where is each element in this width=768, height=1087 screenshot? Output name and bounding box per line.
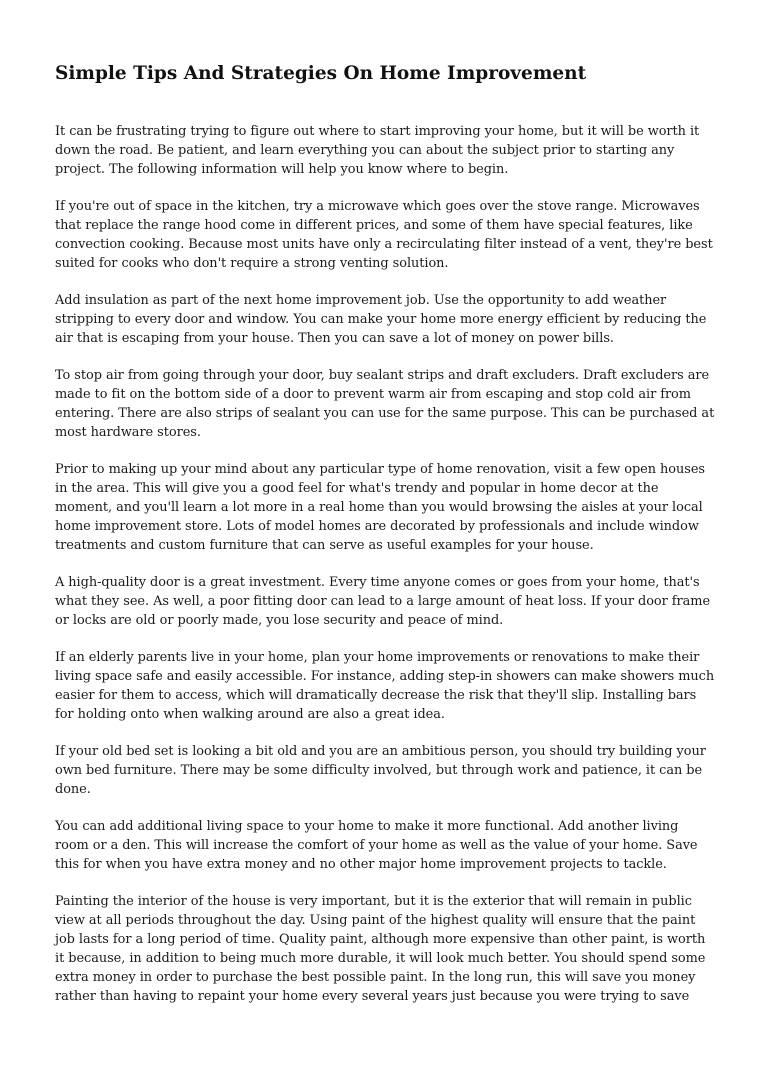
- paragraph-intro: It can be frustrating trying to figure out where to start improving your home, but it will be worth it down the road. Be patient, and learn everything you can about the subject prior to starting any project. The following information will help you know where to begin.: [55, 124, 700, 177]
- paragraph-door: A high-quality door is a great investment. Every time anyone comes or goes from your home, that's what they see. As well, a poor fitting door can lead to a large amount of heat loss. If your door frame or locks are old or poorly made, you lose security and peace of mind.: [55, 575, 711, 628]
- paragraph-living-space: You can add additional living space to your home to make it more functional. Add another living room or a den. This will increase the comfort of your home as well as the value of your home. Save this for when you have extra money and no other major home improvement projects to tackle.: [55, 819, 698, 872]
- page-title: Simple Tips And Strategies On Home Improvement: [55, 63, 587, 84]
- document-body: [55, 122, 715, 1024]
- paragraph-elderly-parents: If an elderly parents live in your home, plan your home improvements or renovations to make their living space safe and easily accessible. For instance, adding step-in showers can make showers much easier for them to access, which will dramatically decrease the risk that they'll slip. Installing bars for holding onto when walking around are also a great idea.: [55, 650, 715, 722]
- paragraph-bed-furniture: If your old bed set is looking a bit old and you are an ambitious person, you should try building your own bed furniture. There may be some difficulty involved, but through work and patience, it can be done.: [55, 744, 706, 797]
- paragraph-insulation: Add insulation as part of the next home improvement job. Use the opportunity to add weather stripping to every door and window. You can make your home more energy efficient by reducing the air that is escaping from your house. Then you can save a lot of money on power bills.: [55, 293, 707, 346]
- paragraph-open-houses: Prior to making up your mind about any particular type of home renovation, visit a few open houses in the area. This will give you a good feel for what's trendy and popular in home decor at the moment, and you'll learn a lot more in a real home than you would browsing the aisles at your local home improvement store. Lots of model homes are decorated by professionals and include window treatments and custom furniture that can serve as useful examples for your house.: [55, 462, 705, 553]
- paragraph-painting: Painting the interior of the house is very important, but it is the exterior that will remain in public view at all periods throughout the day. Using paint of the highest quality will ensure that the paint job lasts for a long period of time. Quality paint, although more expensive than other paint, is worth it because, in addition to being much more durable, it will look much better. You should spend some extra money in order to purchase the best possible paint. In the long run, this will save you money rather than having to repaint your home every several years just because you were trying to save: [55, 894, 706, 1004]
- paragraph-microwave: If you're out of space in the kitchen, try a microwave which goes over the stove range. Microwaves that replace the range hood come in different prices, and some of them have special features, like convection cooking. Because most units have only a recirculating filter instead of a vent, they're best suited for cooks who don't require a strong venting solution.: [55, 199, 713, 271]
- paragraph-draft-excluders: To stop air from going through your door, buy sealant strips and draft excluders. Draft excluders are made to fit on the bottom side of a door to prevent warm air from escaping and stop cold air from entering. There are also strips of sealant you can use for the same purpose. This can be purchased at most hardware stores.: [55, 368, 715, 440]
